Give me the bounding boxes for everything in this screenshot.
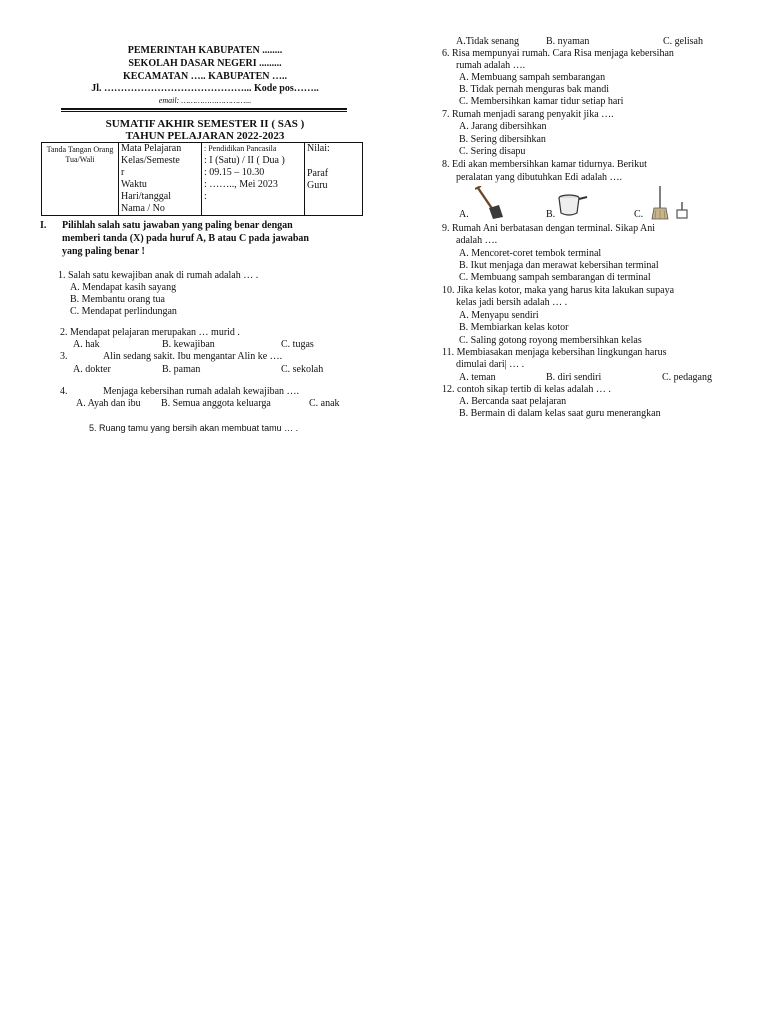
value-subject: : Pendidikan Pancasila — [202, 143, 305, 156]
q8-option-a: A. — [459, 209, 469, 220]
value-name-no — [202, 203, 305, 216]
broom-dustpan-icon — [650, 186, 690, 225]
q6-option-a: A. Membuang sampah sembarangan — [459, 72, 606, 83]
question-11-cont: dimulai dari| … . — [456, 359, 525, 370]
value-time: : 09.15 – 10.30 — [202, 167, 305, 179]
q7-option-a: A. Jarang dibersihkan — [459, 121, 547, 132]
q12-option-b: B. Bermain di dalam kelas saat guru menerangkan — [459, 408, 661, 419]
question-11: 11. Membiasakan menjaga kebersihan lingkungan harus — [442, 347, 667, 358]
q1-option-b: B. Membantu orang tua — [70, 294, 165, 305]
q3-option-b: B. paman — [162, 364, 201, 375]
label-name-no: Nama / No — [119, 203, 202, 216]
exam-info-table — [41, 142, 363, 216]
score-label: Nilai: — [307, 143, 330, 154]
question-4: Menjaga kebersihan rumah adalah kewajiban …. — [103, 386, 300, 397]
score-cell — [305, 143, 363, 216]
question-2: 2. Mendapat pelajaran merupakan … murid . — [60, 327, 240, 338]
teacher-sign-label: Paraf Guru — [307, 168, 329, 191]
header-email: email: ………………………... — [158, 96, 252, 105]
question-9-cont: adalah …. — [456, 235, 498, 246]
q4-option-a: A. Ayah dan ibu — [76, 398, 141, 409]
q7-option-b: B. Sering dibersihkan — [459, 134, 546, 145]
question-5: 5. Ruang tamu yang bersih akan membuat tamu … . — [89, 423, 299, 433]
q2-option-b: B. kewajiban — [162, 339, 215, 350]
q9-option-b: B. Ikut menjaga dan merawat kebersihan terminal — [459, 260, 659, 271]
header-district: KECAMATAN ….. KABUPATEN ….. — [123, 71, 287, 82]
question-3-number: 3. — [60, 351, 68, 362]
q11-option-c: C. pedagang — [662, 372, 712, 383]
label-day-date: Hari/tanggal — [119, 191, 202, 203]
header-address: Jl. ……………………………………... Kode pos…….. — [91, 83, 319, 94]
q8-option-c: C. — [634, 209, 644, 220]
header-divider — [61, 108, 347, 110]
q1-option-c: C. Mendapat perlindungan — [70, 306, 177, 317]
cooking-pot-icon — [558, 193, 588, 224]
q11-option-b: B. diri sendiri — [546, 372, 602, 383]
label-class: Kelas/Semeste — [119, 155, 202, 167]
question-8-cont: peralatan yang dibutuhkan Edi adalah …. — [456, 172, 623, 183]
q5-option-a: A.Tidak senang — [456, 36, 519, 47]
q10-option-a: A. Menyapu sendiri — [459, 310, 539, 321]
q8-option-b: B. — [546, 209, 556, 220]
q7-option-c: C. Sering disapu — [459, 146, 526, 157]
question-3: Alin sedang sakit. Ibu mengantar Alin ke …. — [103, 351, 283, 362]
q6-option-b: B. Tidak pernah menguras bak mandi — [459, 84, 609, 95]
label-subject: Mata Pelajaran — [119, 143, 202, 156]
parent-signature-cell: Tanda Tangan Orang Tua/Wali — [42, 143, 119, 216]
question-10: 10. Jika kelas kotor, maka yang harus kita lakukan supaya — [442, 285, 675, 296]
q9-option-a: A. Mencoret-coret tembok terminal — [459, 248, 602, 259]
q5-option-c: C. gelisah — [663, 36, 703, 47]
exam-year: TAHUN PELAJARAN 2022-2023 — [125, 130, 285, 142]
question-12: 12. contoh sikap tertib di kelas adalah … . — [442, 384, 611, 395]
instruction-line-3: yang paling benar ! — [62, 246, 145, 257]
label-class-cont: r — [119, 167, 202, 179]
q5-option-b: B. nyaman — [546, 36, 590, 47]
q2-option-c: C. tugas — [281, 339, 314, 350]
question-10-cont: kelas jadi bersih adalah … . — [456, 297, 568, 308]
label-time: Waktu — [119, 179, 202, 191]
q10-option-c: C. Saling gotong royong membersihkan kelas — [459, 335, 642, 346]
q3-option-c: C. sekolah — [281, 364, 324, 375]
question-6-cont: rumah adalah …. — [456, 60, 526, 71]
value-date: : …….., Mei 2023 — [202, 179, 305, 191]
shovel-icon — [475, 186, 505, 225]
exam-title: SUMATIF AKHIR SEMESTER II ( SAS ) — [105, 118, 305, 130]
header-divider-thin — [61, 111, 347, 112]
q3-option-a: A. dokter — [73, 364, 111, 375]
q4-option-b: B. Semua anggota keluarga — [161, 398, 271, 409]
question-8: 8. Edi akan membersihkan kamar tidurnya. Berikut — [442, 159, 647, 170]
question-1: 1. Salah satu kewajiban anak di rumah adalah … . — [58, 270, 259, 281]
q12-option-a: A. Bercanda saat pelajaran — [459, 396, 567, 407]
q1-option-a: A. Mendapat kasih sayang — [70, 282, 177, 293]
instruction-line-1: Pilihlah salah satu jawaban yang paling benar dengan — [62, 220, 293, 231]
instruction-number: I. — [40, 220, 47, 231]
value-day-date: : — [202, 191, 305, 203]
q2-option-a: A. hak — [73, 339, 100, 350]
q6-option-c: C. Membersihkan kamar tidur setiap hari — [459, 96, 624, 107]
q10-option-b: B. Membiarkan kelas kotor — [459, 322, 569, 333]
question-6: 6. Risa mempunyai rumah. Cara Risa menjaga kebersihan — [442, 48, 674, 59]
q9-option-c: C. Membuang sampah sembarangan di terminal — [459, 272, 651, 283]
value-class: : I (Satu) / II ( Dua ) — [202, 155, 305, 167]
question-9: 9. Rumah Ani berbatasan dengan terminal. Sikap Ani — [442, 223, 656, 234]
question-4-number: 4. — [60, 386, 68, 397]
q11-option-a: A. teman — [459, 372, 496, 383]
header-government: PEMERINTAH KABUPATEN ........ — [127, 45, 283, 56]
instruction-line-2: memberi tanda (X) pada huruf A, B atau C pada jawaban — [62, 233, 309, 244]
question-7: 7. Rumah menjadi sarang penyakit jika …. — [442, 109, 614, 120]
header-school: SEKOLAH DASAR NEGERI ......... — [128, 58, 282, 69]
q4-option-c: C. anak — [309, 398, 340, 409]
